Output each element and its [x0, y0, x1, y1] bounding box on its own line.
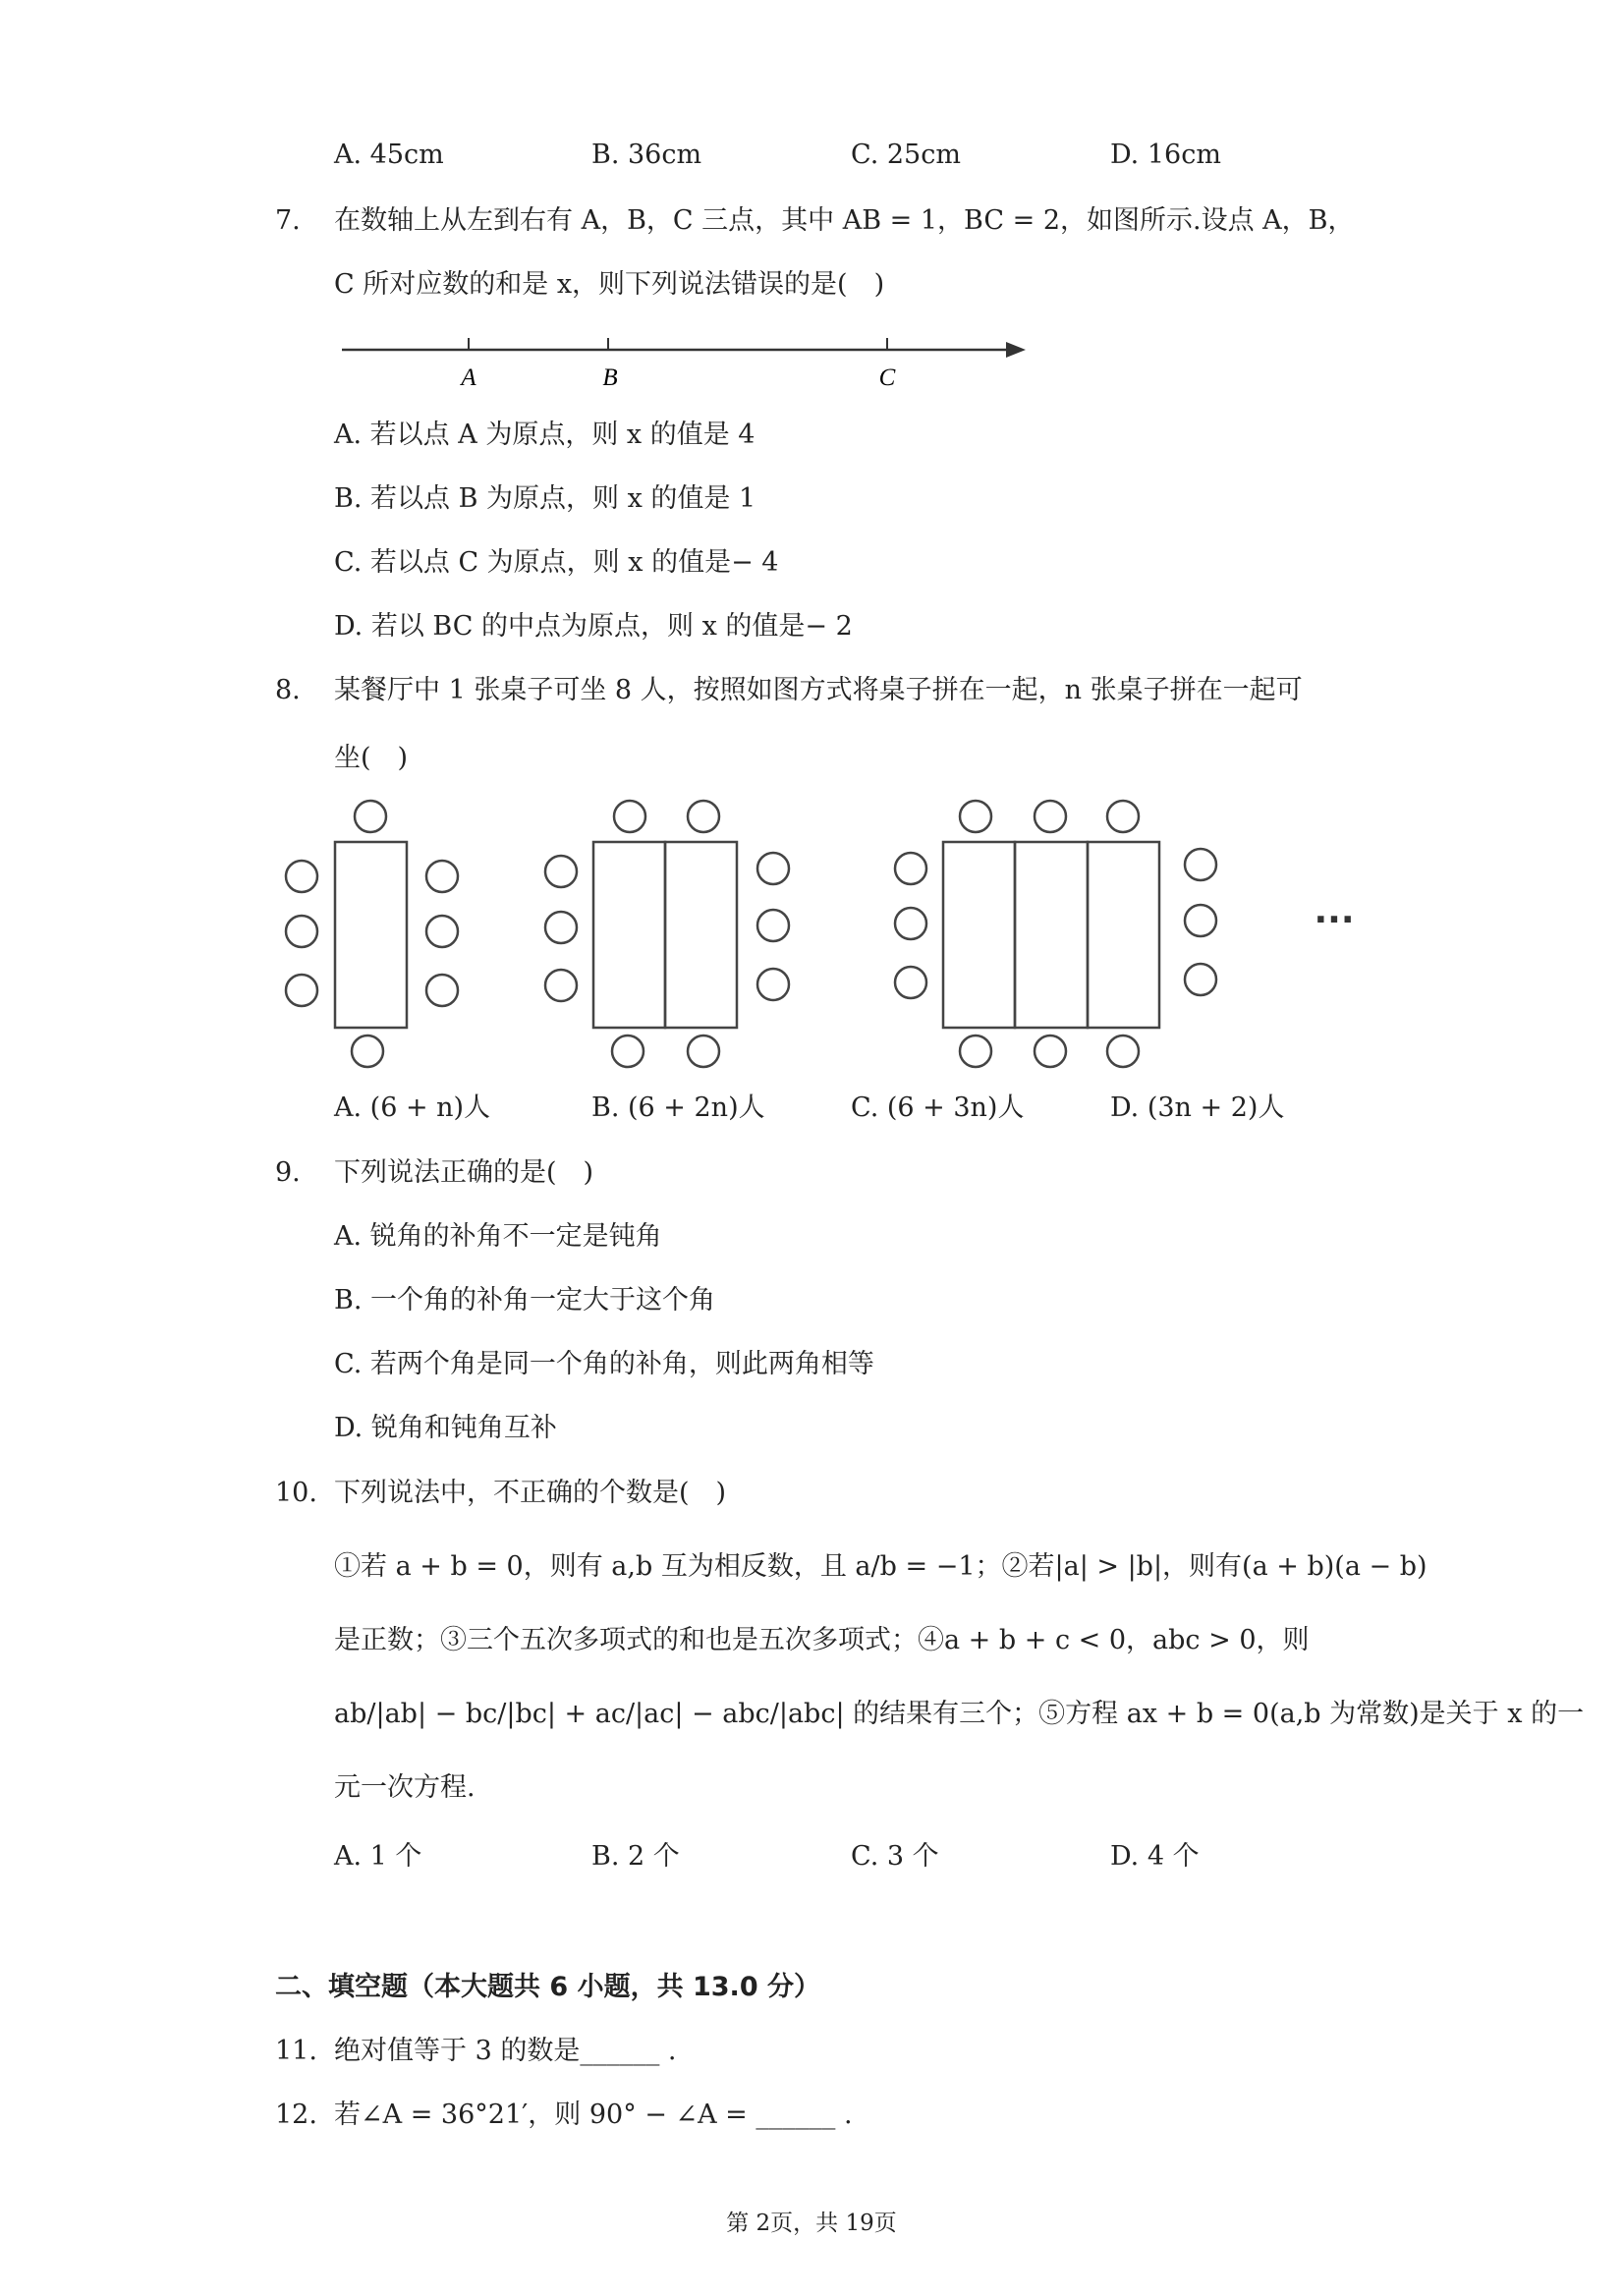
label-a: A — [461, 364, 476, 391]
q9-stem: 下列说法正确的是( ) — [334, 1157, 594, 1188]
q8-stem-line1: 某餐厅中 1 张桌子可坐 8 人，按照如图方式将桌子拼在一起，n 张桌子拼在一起可 — [334, 675, 1303, 705]
q10-statement-line2: 是正数；③三个五次多项式的和也是五次多项式；④a + b + c < 0，abc > 0，则 — [334, 1625, 1310, 1655]
q10-statement-line1: ①若 a + b = 0，则有 a,b 互为相反数，且 a/b = −1；②若|a| > |b|，则有(a + b)(a − b) — [334, 1551, 1427, 1582]
q10-option-c: C. 3 个 — [851, 1841, 939, 1872]
seat — [757, 853, 789, 884]
seat — [545, 856, 577, 887]
seat — [545, 970, 577, 1001]
seat — [1185, 964, 1216, 995]
seat — [688, 801, 719, 832]
q9-option-d: D. 锐角和钝角互补 — [334, 1413, 557, 1443]
seat — [1035, 1036, 1066, 1067]
q7-option-b: B. 若以点 B 为原点，则 x 的值是 1 — [334, 483, 756, 514]
q7-number: 7. — [275, 205, 301, 236]
q10-option-a: A. 1 个 — [334, 1841, 422, 1872]
table-2-2 — [665, 842, 737, 1028]
q9-number: 9. — [275, 1157, 301, 1188]
q9-option-c: C. 若两个角是同一个角的补角，则此两角相等 — [334, 1349, 874, 1379]
q8-option-c: C. (6 + 3n)人 — [851, 1092, 1025, 1123]
q8-stem-line2: 坐( ) — [334, 743, 409, 773]
q6-option-d: D. 16cm — [1110, 140, 1221, 170]
ellipsis: ··· — [1314, 900, 1355, 940]
q6-option-b: B. 36cm — [591, 140, 702, 170]
q8-option-a: A. (6 + n)人 — [334, 1092, 491, 1123]
seat — [286, 975, 317, 1006]
q10-option-d: D. 4 个 — [1110, 1841, 1200, 1872]
seat — [355, 801, 386, 832]
q7-option-c: C. 若以点 C 为原点，则 x 的值是− 4 — [334, 547, 779, 578]
seat — [286, 916, 317, 947]
seat — [960, 1036, 991, 1067]
q10-option-b: B. 2 个 — [591, 1841, 680, 1872]
q8-option-b: B. (6 + 2n)人 — [591, 1092, 765, 1123]
q11-number: 11. — [275, 2036, 317, 2066]
seat — [895, 908, 926, 939]
seat — [688, 1036, 719, 1067]
seat — [757, 910, 789, 941]
seat — [757, 969, 789, 1000]
seat — [1107, 1036, 1139, 1067]
q10-stem: 下列说法中，不正确的个数是( ) — [334, 1478, 727, 1508]
seat — [352, 1036, 383, 1067]
number-line-figure — [342, 338, 1026, 391]
q10-statement-line3: ab/|ab| − bc/|bc| + ac/|ac| − abc/|abc| 的结果有三个；⑤方程 ax + b = 0(a,b 为常数)是关于 x 的一 — [334, 1699, 1585, 1729]
q9-option-a: A. 锐角的补角不一定是钝角 — [334, 1221, 662, 1252]
q8-number: 8. — [275, 675, 301, 705]
seat — [895, 853, 926, 884]
q7-stem-line1: 在数轴上从左到右有 A，B，C 三点，其中 AB = 1，BC = 2，如图所示.设点 A，B， — [334, 205, 1355, 236]
seat — [1185, 905, 1216, 936]
table-1-1 — [335, 842, 407, 1028]
q9-option-b: B. 一个角的补角一定大于这个角 — [334, 1285, 716, 1316]
seat — [612, 1036, 644, 1067]
section-title: 二、填空题（本大题共 6 小题，共 13.0 分） — [275, 1972, 821, 2002]
seat — [614, 801, 645, 832]
seat — [895, 967, 926, 998]
seat — [426, 975, 458, 1006]
table-3-1 — [943, 842, 1015, 1028]
q10-number: 10. — [275, 1478, 317, 1508]
seat — [426, 916, 458, 947]
q11-text: 绝对值等于 3 的数是______ . — [334, 2036, 677, 2066]
label-b: B — [602, 364, 618, 391]
q7-option-a: A. 若以点 A 为原点，则 x 的值是 4 — [334, 420, 756, 450]
number-line-arrow — [1006, 342, 1026, 358]
q12-text: 若∠A = 36°21′，则 90° − ∠A = ______ . — [334, 2100, 853, 2130]
q8-option-d: D. (3n + 2)人 — [1110, 1092, 1285, 1123]
q7-stem-line2: C 所对应数的和是 x，则下列说法错误的是( ) — [334, 269, 885, 300]
seat — [286, 861, 317, 892]
table-2-1 — [593, 842, 665, 1028]
seat — [960, 801, 991, 832]
q12-number: 12. — [275, 2100, 317, 2130]
q6-option-a: A. 45cm — [334, 140, 444, 170]
table-3-2 — [1015, 842, 1088, 1028]
seat — [1107, 801, 1139, 832]
seat — [426, 861, 458, 892]
q6-option-c: C. 25cm — [851, 140, 961, 170]
table-3-3 — [1088, 842, 1159, 1028]
label-c: C — [878, 364, 896, 391]
q10-statement-line4: 元一次方程. — [334, 1772, 476, 1803]
seat — [545, 912, 577, 943]
page-footer: 第 2页，共 19页 — [726, 2211, 897, 2236]
seat — [1035, 801, 1066, 832]
q7-option-d: D. 若以 BC 的中点为原点，则 x 的值是− 2 — [334, 611, 853, 642]
tables-figure — [286, 801, 1216, 1067]
seat — [1185, 849, 1216, 880]
